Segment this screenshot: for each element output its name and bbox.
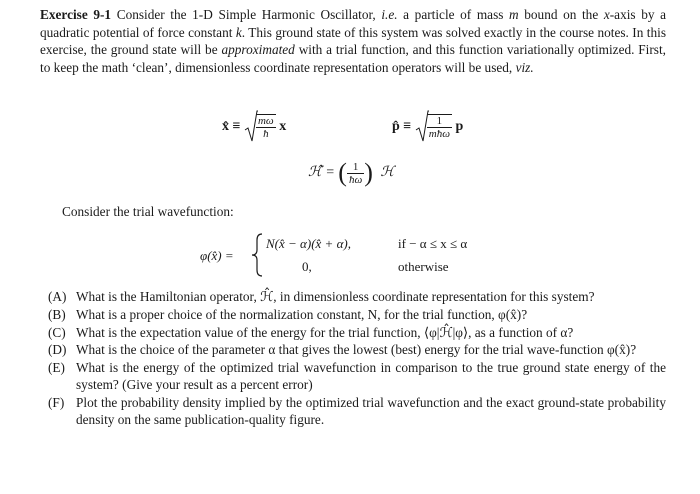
question-label: (C): [48, 324, 66, 340]
question-list: [48, 289, 666, 429]
hamiltonian-equation: [308, 158, 394, 188]
intro-text: viz.: [515, 59, 534, 75]
intro-text: with a trial function, and this function variationally optimized. First, to keep the math ‘clean’, dimensionless coordinate representation operators will be used,: [40, 42, 667, 75]
h-fraction: [347, 161, 364, 186]
question-label: (F): [48, 394, 65, 410]
intro-text: m: [509, 7, 519, 22]
p-frac-den: mħω: [428, 128, 450, 140]
h-eq-lhs: ℋ̂ =: [308, 165, 335, 181]
case1-condition: if − α ≤ x ≤ α: [398, 236, 468, 251]
question-label: (A): [48, 289, 67, 304]
intro-text: approximated: [221, 42, 295, 57]
h-frac-num: 1: [347, 161, 364, 174]
intro-text: -axis by a quadratic potential of force constant: [40, 7, 667, 40]
question-item: [48, 395, 666, 429]
x-operator-equation: [222, 110, 286, 144]
p-operator-equation: [392, 110, 463, 144]
h-frac-den: ħω: [348, 173, 363, 186]
consider-text: Consider the trial wavefunction:: [62, 204, 234, 219]
right-paren: ): [364, 158, 373, 187]
question-text: Plot the probability density implied by the optimized trial wavefunction and the exact ground-state probability density on the same publication-quality figure.: [76, 394, 666, 427]
intro-text: i.e.: [381, 7, 398, 22]
curly-brace: [250, 232, 264, 282]
x-eq-lhs: x̂ ≡: [222, 119, 241, 135]
intro-text: k: [235, 24, 242, 40]
intro-text: a particle of mass: [397, 7, 510, 22]
question-text: What is a proper choice of the normalization constant, N, for the trial function, φ(x̂)?: [76, 306, 528, 322]
question-text: What is the energy of the optimized trial wavefunction in comparison to the true ground state energy of the system? (Give your result as a percent error): [76, 360, 666, 392]
h-eq-rhs: ℋ: [380, 165, 395, 181]
left-paren: (: [338, 158, 347, 187]
x-eq-rhs: x: [279, 119, 287, 135]
intro-text: bound on the: [518, 7, 604, 22]
question-item: [48, 289, 666, 306]
question-text: What is the Hamiltonian operator, ℋ̂, in dimensionless coordinate representation for this system?: [76, 289, 595, 304]
case2-condition: otherwise: [398, 259, 449, 274]
question-item: [48, 342, 666, 359]
intro-text: x: [603, 7, 610, 22]
intro-text: Consider the 1-D Simple Harmonic Oscillator,: [111, 7, 382, 22]
intro-text: . This ground state of this system was solved exactly in the course notes. In this exercise, the ground state will be: [40, 24, 666, 57]
wavefunction-lhs: φ(x̂) =: [200, 248, 234, 263]
exercise-intro: [40, 6, 666, 76]
question-item: [48, 360, 666, 394]
question-text: What is the choice of the parameter α that gives the lowest (best) energy for the trial wave-function φ(x̂)?: [76, 342, 637, 358]
x-fraction: [256, 114, 276, 140]
question-item: [48, 325, 666, 342]
question-label: (D): [48, 342, 67, 358]
x-frac-den: ħ: [263, 128, 269, 140]
case1-expression: N(x̂ − α)(x̂ + α),: [266, 236, 351, 251]
question-text: What is the expectation value of the energy for the trial function, ⟨φ|ℋ̂|φ⟩, as a function of α?: [76, 324, 574, 340]
p-frac-num: 1: [427, 115, 452, 128]
p-fraction: [427, 114, 452, 140]
question-label: (E): [48, 360, 65, 376]
question-item: [48, 307, 666, 324]
p-eq-rhs: p: [455, 119, 464, 135]
question-label: (B): [48, 306, 66, 322]
x-frac-num: mω: [257, 115, 274, 127]
p-eq-lhs: p̂ ≡: [392, 119, 412, 135]
case2-expression: 0,: [302, 259, 312, 274]
exercise-label: Exercise 9-1: [40, 7, 112, 22]
